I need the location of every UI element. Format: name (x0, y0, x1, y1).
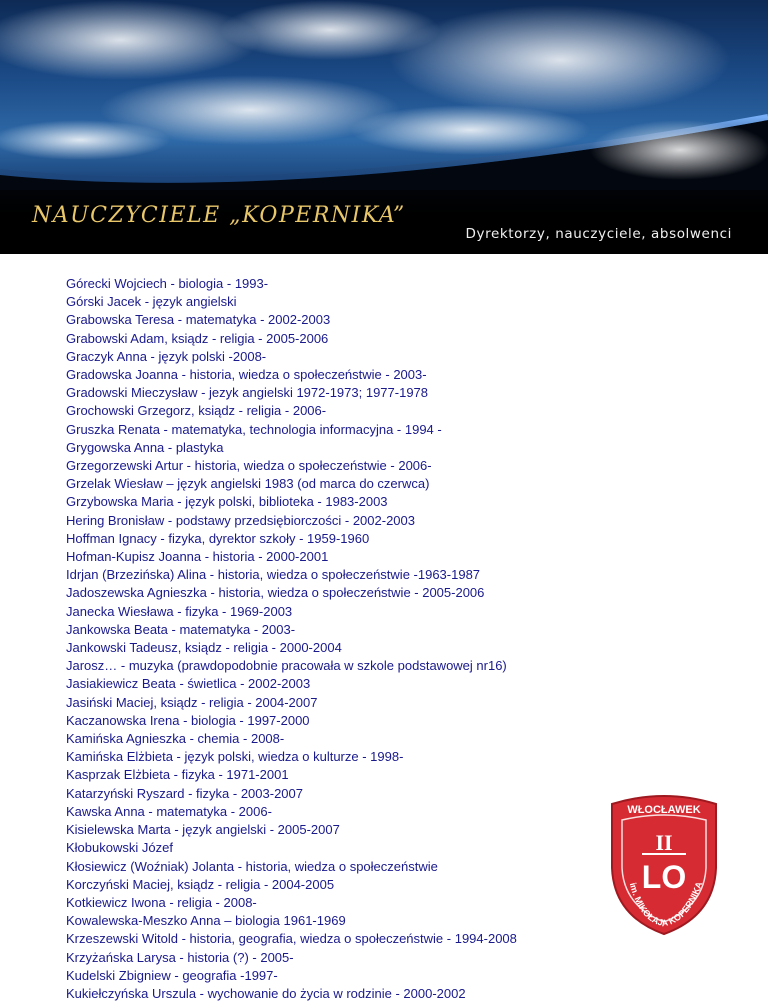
list-item: Kawska Anna - matematyka - 2006- (66, 803, 272, 819)
list-item: Górecki Wojciech - biologia - 1993- (66, 276, 269, 291)
list-item: Kisielewska Marta - język angielski - 2005-2007 (66, 822, 340, 838)
list-item: Jankowska Beata - matematyka - 2003- (66, 621, 296, 637)
list-item: Janecka Wiesława - fizyka - 1969-2003 (66, 603, 293, 619)
list-item: Gradowska Joanna - historia, wiedza o społeczeństwie - 2003- (66, 367, 427, 383)
logo-city-text: WŁOCŁAWEK (627, 804, 701, 816)
list-item: Kotkiewicz Iwona - religia - 2008- (66, 894, 257, 910)
list-item: Kowalewska-Meszko Anna – biologia 1961-1969 (66, 913, 346, 929)
logo-lo-text: LO (641, 859, 687, 895)
list-item: Grabowska Teresa - matematyka - 2002-2003 (66, 312, 331, 328)
list-item: Kamińska Elżbieta - język polski, wiedza o kulturze - 1998- (66, 749, 404, 765)
list-item: Grygowska Anna - plastyka (66, 439, 224, 455)
list-item: Kukiełczyńska Urszula - wychowanie do życia w rodzinie - 2000-2002 (66, 985, 466, 1001)
list-item: Krzyżańska Larysa - historia (?) - 2005- (66, 949, 294, 965)
list-item: Kasprzak Elżbieta - fizyka - 1971-2001 (66, 767, 289, 783)
list-item: Grzelak Wiesław – język angielski 1983 (od marca do czerwca) (66, 476, 430, 492)
list-item: Korczyński Maciej, ksiądz - religia - 2004-2005 (66, 876, 335, 892)
list-item: Gradowski Mieczysław - jezyk angielski 1972-1973; 1977-1978 (66, 385, 429, 401)
page-title: NAUCZYCIELE „KOPERNIKA” (32, 203, 406, 228)
list-item: Jarosz… - muzyka (prawdopodobnie pracowała w szkole podstawowej nr16) (66, 658, 507, 674)
list-item: Krzeszewski Witold - historia, geografia, wiedza o społeczeństwie - 1994-2008 (66, 931, 517, 947)
list-item: Hering Bronisław - podstawy przedsiębiorczości - 2002-2003 (66, 512, 416, 528)
list-item: Grzybowska Maria - język polski, biblioteka - 1983-2003 (66, 494, 388, 510)
page-subtitle: Dyrektorzy, nauczyciele, absolwenci (465, 226, 732, 242)
list-item: Kudelski Zbigniew - geografia -1997- (66, 967, 278, 983)
list-item: Gruszka Renata - matematyka, technologia informacyjna - 1994 - (66, 421, 442, 437)
list-item: Jadoszewska Agnieszka - historia, wiedza o społeczeństwie - 2005-2006 (66, 585, 485, 601)
list-item: Górski Jacek - język angielski (66, 294, 237, 310)
list-item: Katarzyński Ryszard - fizyka - 2003-2007 (66, 785, 303, 801)
list-item: Hofman-Kupisz Joanna - historia - 2000-2001 (66, 549, 329, 565)
list-item: Jankowski Tadeusz, ksiądz - religia - 2000-2004 (66, 640, 342, 656)
list-item: Idrjan (Brzezińska) Alina - historia, wiedza o społeczeństwie -1963-1987 (66, 567, 481, 583)
logo-arc-text: im. MIKOŁAJA KOPERNIKA (627, 880, 705, 929)
list-item: Kaczanowska Irena - biologia - 1997-2000 (66, 712, 310, 728)
list-item: Grochowski Grzegorz, ksiądz - religia - 2006- (66, 403, 327, 419)
teacher-list (66, 275, 586, 1003)
list-item: Jasiakiewicz Beata - świetlica - 2002-2003 (66, 676, 311, 692)
list-item: Graczyk Anna - język polski -2008- (66, 348, 267, 364)
logo-roman-numeral: II (655, 830, 673, 855)
list-item: Jasiński Maciej, ksiądz - religia - 2004-2007 (66, 694, 318, 710)
list-item: Hoffman Ignacy - fizyka, dyrektor szkoły - 1959-1960 (66, 530, 370, 546)
list-item: Kamińska Agnieszka - chemia - 2008- (66, 731, 285, 747)
header-banner (0, 0, 768, 254)
list-item: Grzegorzewski Artur - historia, wiedza o społeczeństwie - 2006- (66, 458, 432, 474)
list-item: Kłobukowski Józef (66, 840, 173, 856)
list-item: Grabowski Adam, ksiądz - religia - 2005-2006 (66, 330, 329, 346)
list-item: Kłosiewicz (Woźniak) Jolanta - historia, wiedza o społeczeństwie (66, 858, 438, 874)
school-logo (604, 790, 724, 936)
